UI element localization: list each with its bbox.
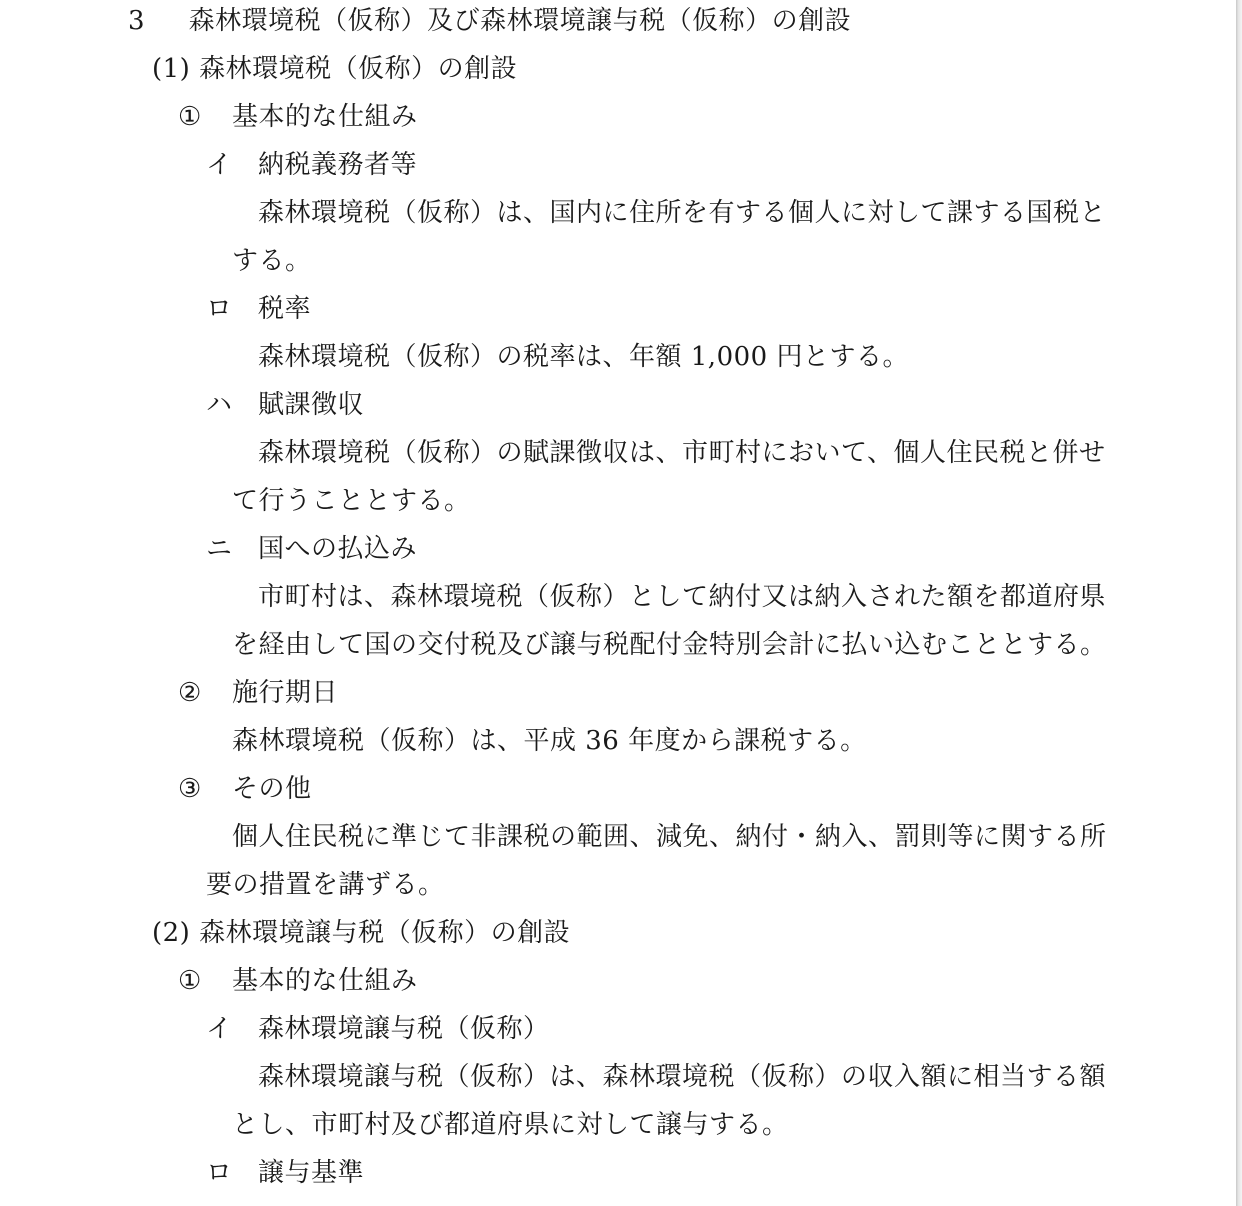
- subsection-1-heading: [152, 52, 517, 86]
- page-edge-shadow: [1236, 0, 1242, 1206]
- sub2-point-i-body-line-1: 森林環境譲与税（仮称）は、森林環境税（仮称）の収入額に相当する額: [258, 1062, 1107, 1092]
- item-2-title: 施行期日: [232, 678, 339, 708]
- point-ni-body-line-1: 市町村は、森林環境税（仮称）として納付又は納入された額を都道府県: [258, 582, 1107, 612]
- point-ro-marker: ロ: [206, 294, 233, 324]
- point-i-body-line-2: する。: [232, 246, 312, 276]
- item-1-title: 基本的な仕組み: [232, 102, 418, 132]
- item-3-body-line-2: 要の措置を講ずる。: [206, 870, 445, 900]
- subsection-2-number: (2): [152, 918, 191, 948]
- section-heading: [128, 4, 851, 38]
- sub2-point-ro-title: 譲与基準: [258, 1158, 365, 1188]
- point-ha-body-line-2: て行うこととする。: [232, 486, 471, 516]
- item-2-heading: [178, 676, 338, 710]
- item-3-heading: [178, 772, 312, 806]
- point-ni-marker: ニ: [206, 534, 233, 564]
- point-ni-heading: [206, 532, 417, 566]
- item-1-marker: ①: [178, 102, 202, 132]
- point-ro-title: 税率: [258, 294, 312, 324]
- sub2-item-1-title: 基本的な仕組み: [232, 966, 418, 996]
- point-ha-title: 賦課徴収: [258, 390, 365, 420]
- point-i-heading: [206, 148, 417, 182]
- sub2-item-1-marker: ①: [178, 966, 202, 996]
- item-3-marker: ③: [178, 774, 202, 804]
- point-ha-body-line-1: 森林環境税（仮称）の賦課徴収は、市町村において、個人住民税と併せ: [258, 438, 1106, 468]
- sub2-item-1-heading: [178, 964, 418, 998]
- point-i-marker: イ: [206, 150, 233, 180]
- item-1-heading: [178, 100, 418, 134]
- sub2-point-ro-marker: ロ: [206, 1158, 233, 1188]
- subsection-2-title: 森林環境譲与税（仮称）の創設: [199, 918, 571, 948]
- sub2-point-i-heading: [206, 1012, 550, 1046]
- point-ro-body-line-1: 森林環境税（仮称）の税率は、年額 1,000 円とする。: [258, 342, 909, 372]
- subsection-1-number: (1): [152, 54, 191, 84]
- item-2-marker: ②: [178, 678, 202, 708]
- point-ni-title: 国への払込み: [258, 534, 418, 564]
- subsection-2-heading: [152, 916, 570, 950]
- item-3-body-line-1: 個人住民税に準じて非課税の範囲、減免、納付・納入、罰則等に関する所: [232, 822, 1107, 852]
- point-i-title: 納税義務者等: [258, 150, 418, 180]
- item-3-title: その他: [232, 774, 312, 804]
- section-title: 森林環境税（仮称）及び森林環境譲与税（仮称）の創設: [188, 6, 852, 36]
- point-i-body-line-1: 森林環境税（仮称）は、国内に住所を有する個人に対して課する国税と: [258, 198, 1107, 228]
- sub2-point-i-marker: イ: [206, 1014, 233, 1044]
- point-ro-heading: [206, 292, 311, 326]
- section-number: 3: [128, 6, 146, 36]
- sub2-point-i-body-line-2: とし、市町村及び都道府県に対して譲与する。: [232, 1110, 789, 1140]
- sub2-point-i-title: 森林環境譲与税（仮称）: [258, 1014, 550, 1044]
- item-2-body-line-1: 森林環境税（仮称）は、平成 36 年度から課税する。: [232, 726, 867, 756]
- subsection-1-title: 森林環境税（仮称）の創設: [199, 54, 518, 84]
- point-ni-body-line-2: を経由して国の交付税及び譲与税配付金特別会計に払い込むこととする。: [232, 630, 1107, 660]
- point-ha-heading: [206, 388, 364, 422]
- point-ha-marker: ハ: [206, 390, 233, 420]
- sub2-point-ro-heading: [206, 1156, 364, 1190]
